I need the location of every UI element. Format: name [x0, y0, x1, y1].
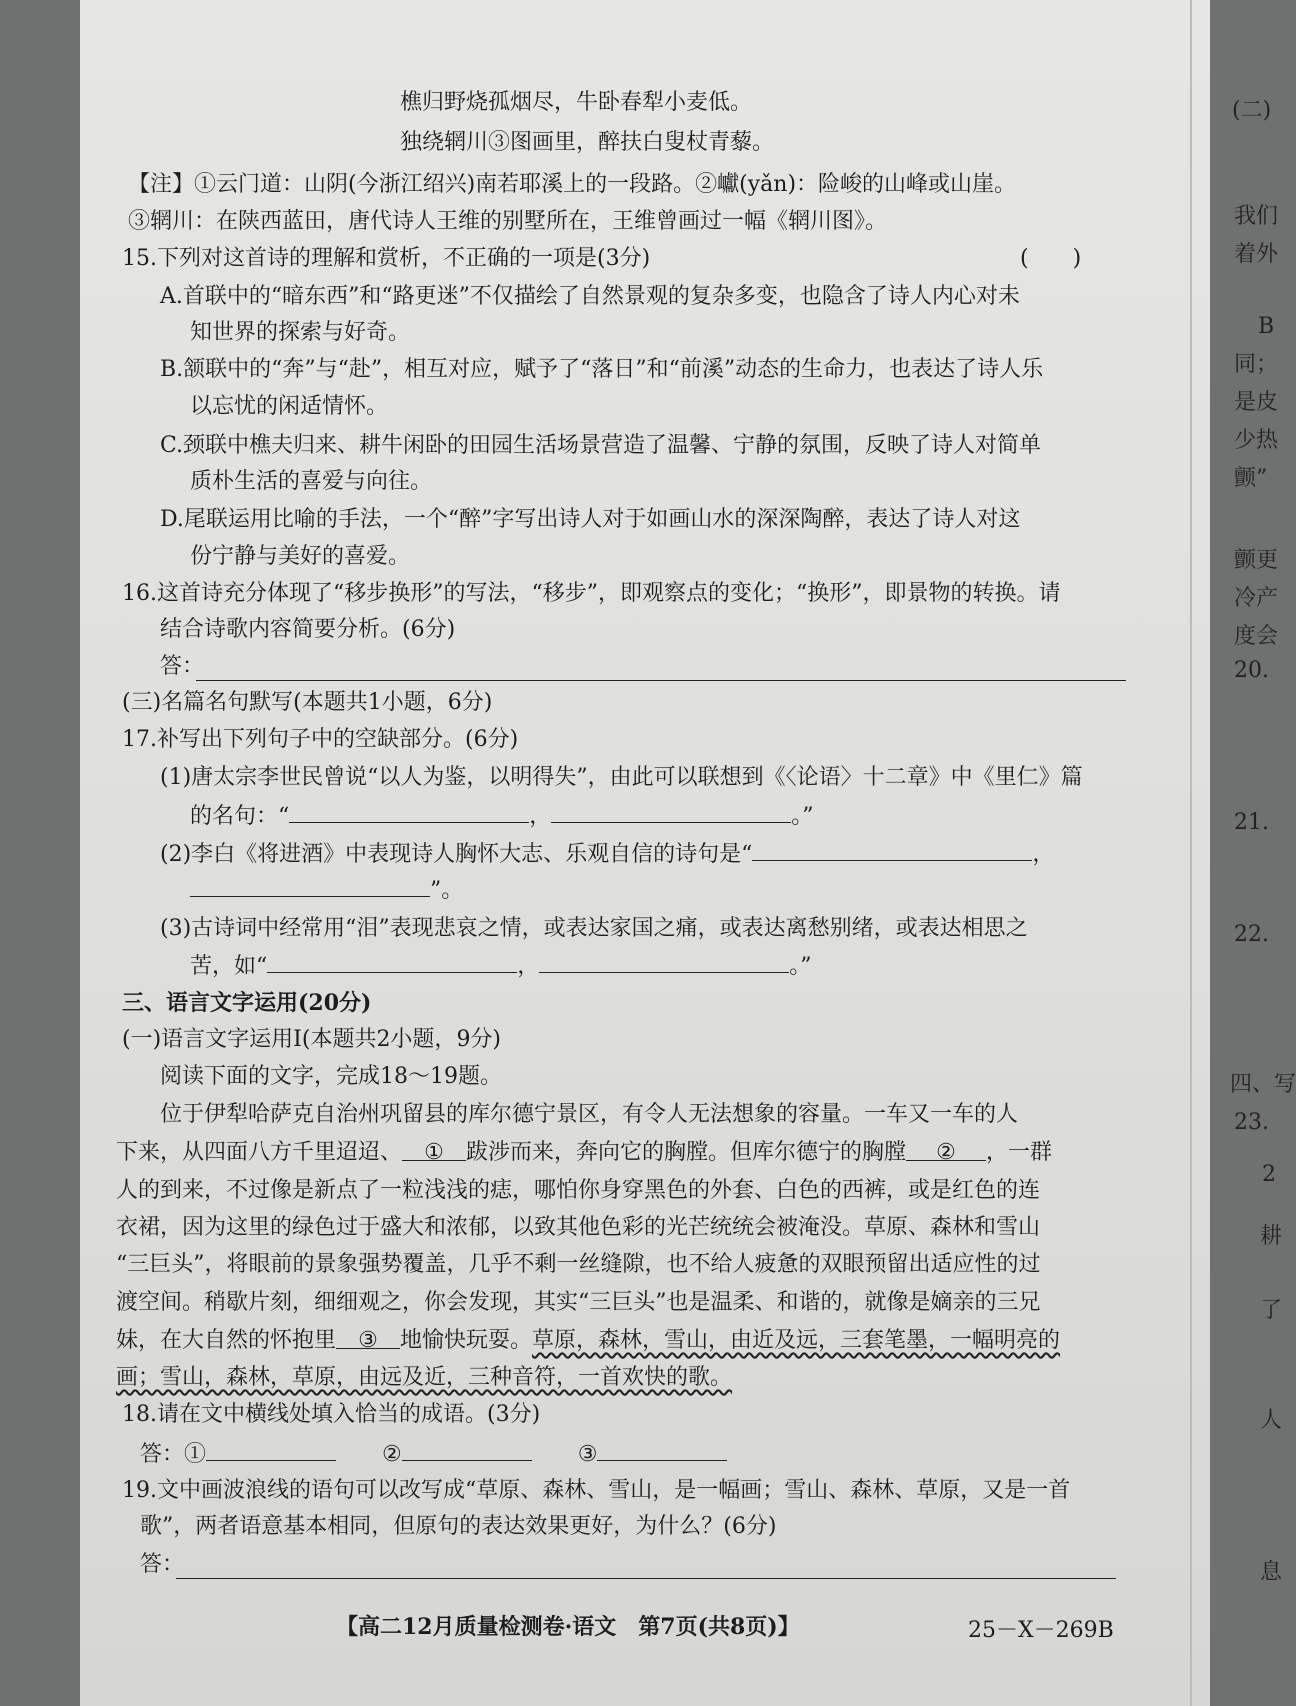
blank-prefix: 的名句：“ — [190, 804, 290, 829]
reading-instruction: 阅读下面的文字，完成18～19题。 — [160, 1064, 502, 1089]
next-page-fragment: B — [1258, 314, 1275, 339]
comma: ， — [1032, 842, 1055, 867]
passage-line — [116, 1363, 732, 1393]
page-gutter — [1190, 0, 1192, 1706]
page-footer: 【高二12月质量检测卷·语文 第7页(共8页)】 — [336, 1614, 800, 1640]
next-page-fragment: 少热 — [1234, 428, 1279, 453]
blank-prefix: 苦，如“ — [190, 954, 268, 979]
passage-line — [116, 1138, 1052, 1168]
option-c: C.颈联中樵夫归来、耕牛闲卧的田园生活场景营造了温馨、宁静的氛围，反映了诗人对简单 — [160, 433, 1042, 458]
option-a: A.首联中的“暗东西”和“路更迷”不仅描绘了自然景观的复杂多变，也隐含了诗人内心对未 — [160, 284, 1020, 309]
fill-blank-2[interactable] — [906, 1138, 986, 1165]
passage-line: 渡空间。稍歇片刻，细细观之，你会发现，其实“三巨头”也是温柔、和谐的，就像是嫡亲的三兄 — [116, 1290, 1041, 1315]
answer-bracket: ( ) — [1020, 246, 1082, 271]
question-16-stem: 16.这首诗充分体现了“移步换形”的写法，“移步”，即观察点的变化；“换形”，即景物的转换。请 — [122, 581, 1061, 606]
fill-blank[interactable] — [752, 838, 1032, 861]
question-17-part1-blanks — [190, 800, 814, 832]
blank-suffix: ”。 — [430, 878, 464, 903]
wavy-underlined-text: 草原，森林，雪山，由近及远，三套笔墨，一幅明亮的 — [532, 1328, 1061, 1353]
notes-line: 【注】①云门道：山阴(今浙江绍兴)南若耶溪上的一段路。②巘(yǎn)：险峻的山峰或山崖。 — [128, 172, 1017, 197]
next-page-fragment: 四、写 — [1230, 1072, 1296, 1097]
wavy-underlined-text: 画；雪山，森林，草原，由远及近，三种音符，一首欢快的歌。 — [116, 1365, 733, 1390]
paper-code: 25－X－269B — [968, 1618, 1114, 1643]
answer-line[interactable] — [196, 680, 1126, 681]
answer-label: 答： — [160, 654, 205, 679]
poem-line: 独绕辋川③图画里，醉扶白叟杖青藜。 — [400, 130, 775, 155]
next-page-fragment: 20. — [1234, 658, 1269, 683]
next-page-fragment: 23. — [1234, 1110, 1269, 1135]
next-page-fragment: 2 — [1262, 1162, 1276, 1187]
answer-blank-1[interactable] — [206, 1438, 336, 1461]
next-page-fragment: 冷产 — [1234, 586, 1279, 611]
passage-text: 妹，在大自然的怀抱里 — [116, 1328, 337, 1353]
passage-text: 下来，从四面八方千里迢迢、 — [116, 1140, 403, 1165]
blank-marker: ② — [936, 1140, 956, 1165]
passage-text: ，一群 — [986, 1140, 1053, 1165]
comma: ， — [517, 954, 540, 979]
section-heading: (三)名篇名句默写(本题共1小题，6分) — [122, 690, 493, 715]
answer-label: 答：① — [140, 1442, 207, 1467]
sub-heading: (一)语言文字运用Ⅰ(本题共2小题，9分) — [122, 1027, 502, 1052]
answer-label: 答： — [140, 1552, 185, 1577]
option-b-cont: 以忘忧的闲适情怀。 — [190, 394, 389, 419]
passage-line — [116, 1326, 1060, 1356]
part2-text: (2)李白《将进酒》中表现诗人胸怀大志、乐观自信的诗句是“ — [160, 842, 753, 867]
question-19-stem: 19.文中画波浪线的语句可以改写成“草原、森林、雪山，是一幅画；雪山、森林、草原，又是一首 — [122, 1478, 1071, 1503]
question-18-answers — [140, 1438, 727, 1470]
poem-line: 樵归野烧孤烟尽，牛卧春犁小麦低。 — [400, 90, 753, 115]
blank-suffix: 。” — [789, 954, 812, 979]
passage-text: 地愉快玩耍。 — [400, 1328, 533, 1353]
next-page-fragment: 了 — [1260, 1298, 1283, 1323]
option-d-cont: 份宁静与美好的喜爱。 — [190, 544, 411, 569]
next-page-fragment: 颤” — [1234, 466, 1268, 491]
next-page-fragment: 人 — [1260, 1408, 1283, 1433]
fill-blank[interactable] — [267, 950, 517, 973]
option-c-cont: 质朴生活的喜爱与向往。 — [190, 469, 433, 494]
fill-blank[interactable] — [289, 800, 529, 823]
blank-marker: ③ — [358, 1328, 378, 1353]
question-17-part3: (3)古诗词中经常用“泪”表现悲哀之情，或表达家国之痛，或表达离愁别绪，或表达相思之 — [160, 916, 1028, 941]
next-page-fragment: 耕 — [1260, 1224, 1283, 1249]
answer-line[interactable] — [176, 1578, 1116, 1579]
question-17-part1: (1)唐太宗李世民曾说“以人为鉴，以明得失”，由此可以联想到《〈论语〉十二章》中《里仁》篇 — [160, 765, 1083, 790]
fill-blank-3[interactable] — [336, 1326, 400, 1353]
question-17-part3-blanks — [190, 950, 812, 982]
next-page-fragment: 是皮 — [1234, 390, 1279, 415]
next-page-fragment: 着外 — [1234, 242, 1279, 267]
next-page-fragment: 22. — [1234, 922, 1269, 947]
blank-marker: ① — [424, 1140, 444, 1165]
fill-blank[interactable] — [190, 874, 430, 897]
passage-line: “三巨头”，将眼前的景象强势覆盖，几乎不剩一丝缝隙，也不给人疲惫的双眼预留出适应性的过 — [116, 1252, 1041, 1277]
next-page-fragment: 同； — [1234, 352, 1279, 377]
notes-line: ③辋川：在陕西蓝田，唐代诗人王维的别墅所在，王维曾画过一幅《辋川图》。 — [128, 209, 888, 234]
next-page-fragment: 我们 — [1234, 204, 1279, 229]
question-17-part2 — [160, 838, 1054, 870]
part-heading: 三、语言文字运用(20分) — [122, 990, 372, 1016]
passage-line: 位于伊犁哈萨克自治州巩留县的库尔德宁景区，有令人无法想象的容量。一车又一车的人 — [160, 1102, 1019, 1127]
fill-blank[interactable] — [539, 950, 789, 973]
next-page-fragment: 颤更 — [1234, 548, 1279, 573]
answer-marker: ② — [382, 1442, 402, 1467]
next-page-fragment: 21. — [1234, 810, 1269, 835]
question-15-stem: 15.下列对这首诗的理解和赏析，不正确的一项是(3分) — [122, 246, 651, 271]
fill-blank-1[interactable] — [402, 1138, 466, 1165]
question-19-stem-cont: 歌”，两者语意基本相同，但原句的表达效果更好，为什么？(6分) — [140, 1514, 777, 1539]
fill-blank[interactable] — [551, 800, 791, 823]
option-a-cont: 知世界的探索与好奇。 — [190, 320, 411, 345]
answer-marker: ③ — [577, 1442, 598, 1467]
question-17-stem: 17.补写出下列句子中的空缺部分。(6分) — [122, 727, 519, 752]
next-page-fragment: 度会 — [1234, 624, 1279, 649]
next-page-fragment: (二) — [1232, 98, 1272, 123]
answer-blank-2[interactable] — [402, 1438, 532, 1461]
comma: ， — [529, 804, 552, 829]
passage-line: 人的到来，不过像是新点了一粒浅浅的痣，哪怕你身穿黑色的外套、白色的西裤，或是红色的连 — [116, 1178, 1041, 1203]
option-d: D.尾联运用比喻的手法，一个“醉”字写出诗人对于如画山水的深深陶醉，表达了诗人对这 — [160, 507, 1021, 532]
question-18-stem: 18.请在文中横线处填入恰当的成语。(3分) — [122, 1402, 541, 1427]
passage-line: 衣裙，因为这里的绿色过于盛大和浓郁，以致其他色彩的光芒统统会被淹没。草原、森林和雪山 — [116, 1215, 1041, 1240]
question-17-part2-cont — [190, 874, 463, 906]
option-b: B.颔联中的“奔”与“赴”，相互对应，赋予了“落日”和“前溪”动态的生命力，也表达了诗人乐 — [160, 357, 1044, 382]
answer-blank-3[interactable] — [597, 1438, 727, 1461]
blank-suffix: 。” — [791, 804, 814, 829]
passage-text: 跋涉而来，奔向它的胸膛。但库尔德宁的胸膛 — [466, 1140, 907, 1165]
question-16-stem-cont: 结合诗歌内容简要分析。(6分) — [160, 617, 456, 642]
next-page-fragment: 息 — [1260, 1560, 1283, 1585]
